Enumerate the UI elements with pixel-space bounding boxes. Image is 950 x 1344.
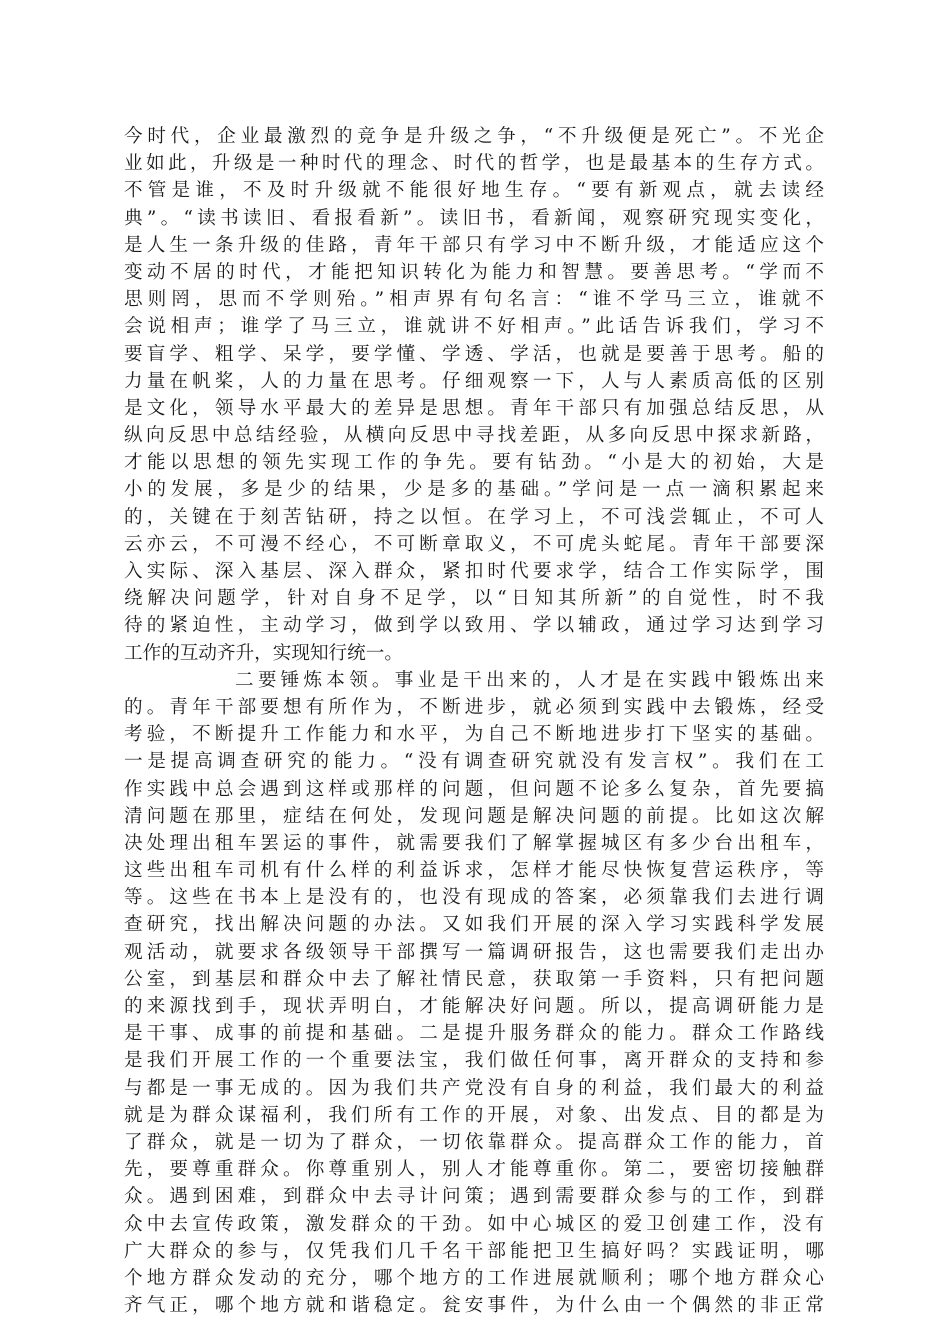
text-line: 查研究，找出解决问题的办法。又如我们开展的深入学习实践科学发展: [124, 914, 824, 936]
text-line: 就是为群众谋福利，我们所有工作的开展，对象、出发点、目的都是为: [124, 1104, 824, 1126]
text-line: 纵向反思中总结经验，从横向反思中寻找差距，从多向反思中探求新路，: [124, 425, 824, 447]
text-line: 今时代，企业最激烈的竞争是升级之争，“不升级便是死亡”。不光企: [124, 126, 824, 147]
text-line: 不管是谁，不及时升级就不能很好地生存。“要有新观点，就去读经: [124, 180, 824, 202]
text-line: 是文化，领导水平最大的差异是思想。青年干部只有加强总结反思，从: [124, 397, 824, 419]
text-line: 云亦云，不可漫不经心，不可断章取义，不可虎头蛇尾。青年干部要深: [124, 533, 824, 555]
text-line: 待的紧迫性，主动学习，做到学以致用、学以辅政，通过学习达到学习: [124, 615, 824, 637]
text-line: 作实践中总会遇到这样或那样的问题，但问题不论多么复杂，首先要搞: [124, 778, 824, 800]
text-line: 入实际、深入基层、深入群众，紧扣时代要求学，结合工作实际学，围: [124, 561, 824, 582]
text-line: 要盲学、粗学、呆学，要学懂、学透、学活，也就是要善于思考。船的: [124, 343, 824, 365]
text-line: 变动不居的时代，才能把知识转化为能力和智慧。要善思考。“学而不: [124, 261, 824, 283]
text-line: 等。这些在书本上是没有的，也没有现成的答案，必须靠我们去进行调: [124, 887, 824, 909]
text-line: 会说相声；谁学了马三立，谁就讲不好相声。”此话告诉我们，学习不: [124, 316, 824, 338]
paragraph-start-line: 二要锤炼本领。事业是干出来的，人才是在实践中锻炼出来: [235, 669, 824, 691]
text-line: 齐气正，哪个地方就和谐稳定。瓮安事件，为什么由一个偶然的非正常: [124, 1295, 824, 1317]
text-line: 个地方群众发动的充分，哪个地方的工作进展就顺利；哪个地方群众心: [124, 1267, 824, 1289]
text-line: 是干事、成事的前提和基础。二是提升服务群众的能力。群众工作路线: [124, 1023, 824, 1045]
text-line: 这些出租车司机有什么样的利益诉求，怎样才能尽快恢复营运秩序，等: [124, 860, 824, 882]
text-line: 典”。“读书读旧、看报看新”。读旧书，看新闻，观察研究现实变化，: [124, 207, 824, 229]
text-line: 的来源找到手，现状弄明白，才能解决好问题。所以，提高调研能力是: [124, 996, 824, 1017]
text-line: 广大群众的参与，仅凭我们几千名干部能把卫生搞好吗？实践证明，哪: [124, 1240, 824, 1262]
paragraph-end-line: 工作的互动齐升，实现知行统一。: [124, 642, 403, 664]
text-line: 决处理出租车罢运的事件，就需要我们了解掌握城区有多少台出租车，: [124, 832, 824, 854]
text-line: 业如此，升级是一种时代的理念、时代的哲学，也是最基本的生存方式。: [124, 153, 824, 175]
text-line: 众。遇到困难，到群众中去寻计问策；遇到需要群众参与的工作，到群: [124, 1186, 824, 1208]
text-line: 清问题在那里，症结在何处，发现问题是解决问题的前提。比如这次解: [124, 805, 824, 827]
text-line: 众中去宣传政策，激发群众的干劲。如中心城区的爱卫创建工作，没有: [124, 1213, 824, 1235]
body-text: [124, 123, 824, 1319]
text-line: 是我们开展工作的一个重要法宝，我们做任何事，离开群众的支持和参: [124, 1050, 824, 1072]
text-line: 公室，到基层和群众中去了解社情民意，获取第一手资料，只有把问题: [124, 968, 824, 990]
text-line: 的，关键在于刻苦钻研，持之以恒。在学习上，不可浅尝辄止，不可人: [124, 506, 824, 528]
text-line: 的。青年干部要想有所作为，不断进步，就必须到实践中去锻炼，经受: [124, 696, 824, 718]
text-line: 观活动，就要求各级领导干部撰写一篇调研报告，这也需要我们走出办: [124, 941, 824, 963]
text-line: 考验，不断提升工作能力和水平，为自己不断地进步打下坚实的基础。: [124, 724, 824, 746]
text-line: 力量在帆桨，人的力量在思考。仔细观察一下，人与人素质高低的区别: [124, 370, 824, 392]
text-line: 先，要尊重群众。你尊重别人，别人才能尊重你。第二，要密切接触群: [124, 1159, 824, 1181]
text-line: 一是提高调查研究的能力。“没有调查研究就没有发言权”。我们在工: [124, 751, 824, 773]
text-line: 思则罔，思而不学则殆。”相声界有句名言：“谁不学马三立，谁就不: [124, 289, 824, 311]
text-line: 小的发展，多是少的结果，少是多的基础。”学问是一点一滴积累起来: [124, 479, 824, 501]
text-line: 与都是一事无成的。因为我们共产党没有自身的利益，我们最大的利益: [124, 1077, 824, 1099]
text-line: 才能以思想的领先实现工作的争先。要有钻劲。“小是大的初始，大是: [124, 452, 824, 474]
text-line: 了群众，就是一切为了群众，一切依靠群众。提高群众工作的能力，首: [124, 1131, 824, 1153]
text-line: 是人生一条升级的佳路，青年干部只有学习中不断升级，才能适应这个: [124, 234, 824, 256]
text-line: 绕解决问题学，针对自身不足学，以“日知其所新”的自觉性，时不我: [124, 588, 824, 610]
